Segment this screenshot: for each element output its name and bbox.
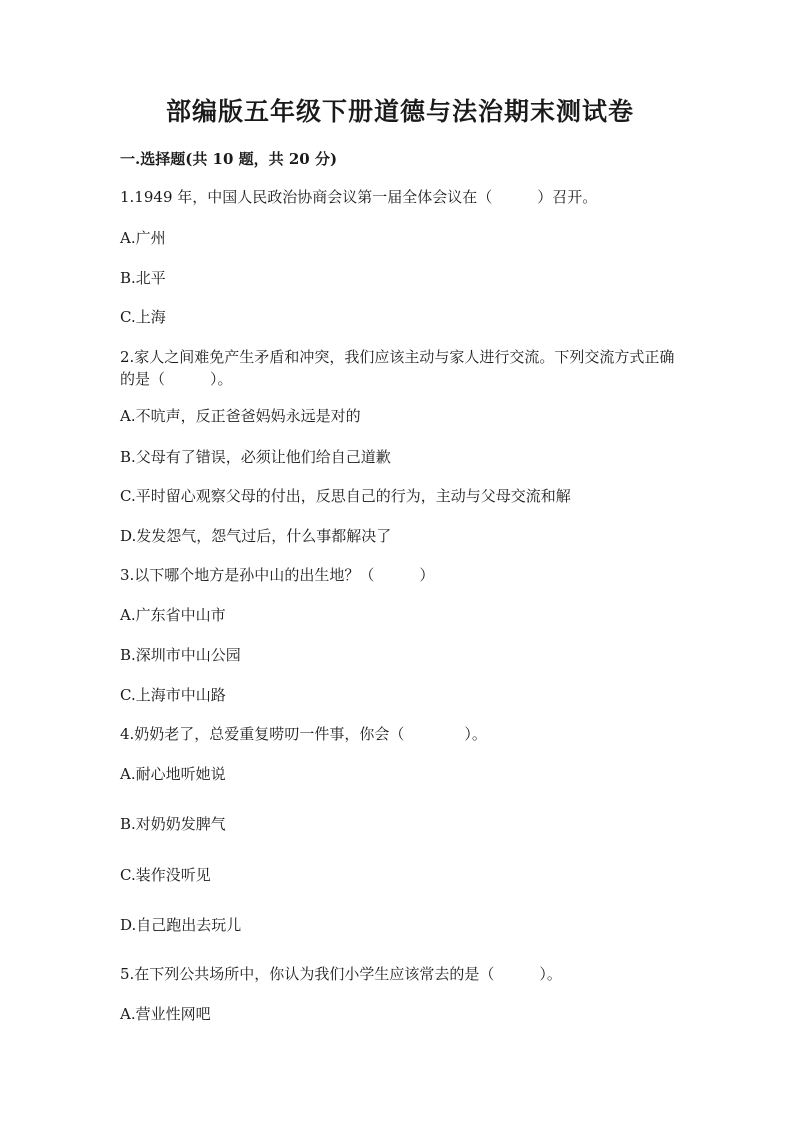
- answer-option: C.上海市中山路: [120, 686, 226, 704]
- answer-option: D.发发怨气，怨气过后，什么事都解决了: [120, 527, 392, 545]
- answer-option: C.平时留心观察父母的付出，反思自己的行为，主动与父母交流和解: [120, 487, 571, 505]
- question-stem: 4.奶奶老了，总爱重复唠叨一件事，你会（ ）。: [120, 725, 487, 743]
- answer-option: A.耐心地听她说: [120, 765, 226, 783]
- question-stem: 2.家人之间难免产生矛盾和冲突，我们应该主动与家人进行交流。下列交流方式正确的是（ ）。: [120, 348, 675, 388]
- answer-option: C.装作没听见: [120, 866, 211, 884]
- question-stem: 1.1949 年，中国人民政治协商会议第一届全体会议在（ ）召开。: [120, 188, 598, 206]
- answer-option: B.北平: [120, 269, 166, 287]
- answer-option: B.深圳市中山公园: [120, 646, 241, 664]
- answer-option: C.上海: [120, 308, 166, 326]
- answer-option: A.广州: [120, 229, 166, 247]
- answer-option: A.营业性网吧: [120, 1005, 211, 1023]
- question-stem: 3.以下哪个地方是孙中山的出生地？（ ）: [120, 566, 435, 584]
- answer-option: D.自己跑出去玩儿: [120, 916, 242, 934]
- answer-option: A.广东省中山市: [120, 606, 226, 624]
- answer-option: A.不吭声，反正爸爸妈妈永远是对的: [120, 407, 361, 425]
- section-heading: 一.选择题(共 10 题，共 20 分): [120, 150, 338, 168]
- page-title: 部编版五年级下册道德与法治期末测试卷: [165, 97, 634, 126]
- answer-option: B.父母有了错误，必须让他们给自己道歉: [120, 448, 391, 466]
- question-stem: 5.在下列公共场所中，你认为我们小学生应该常去的是（ ）。: [120, 965, 562, 983]
- answer-option: B.对奶奶发脾气: [120, 815, 226, 833]
